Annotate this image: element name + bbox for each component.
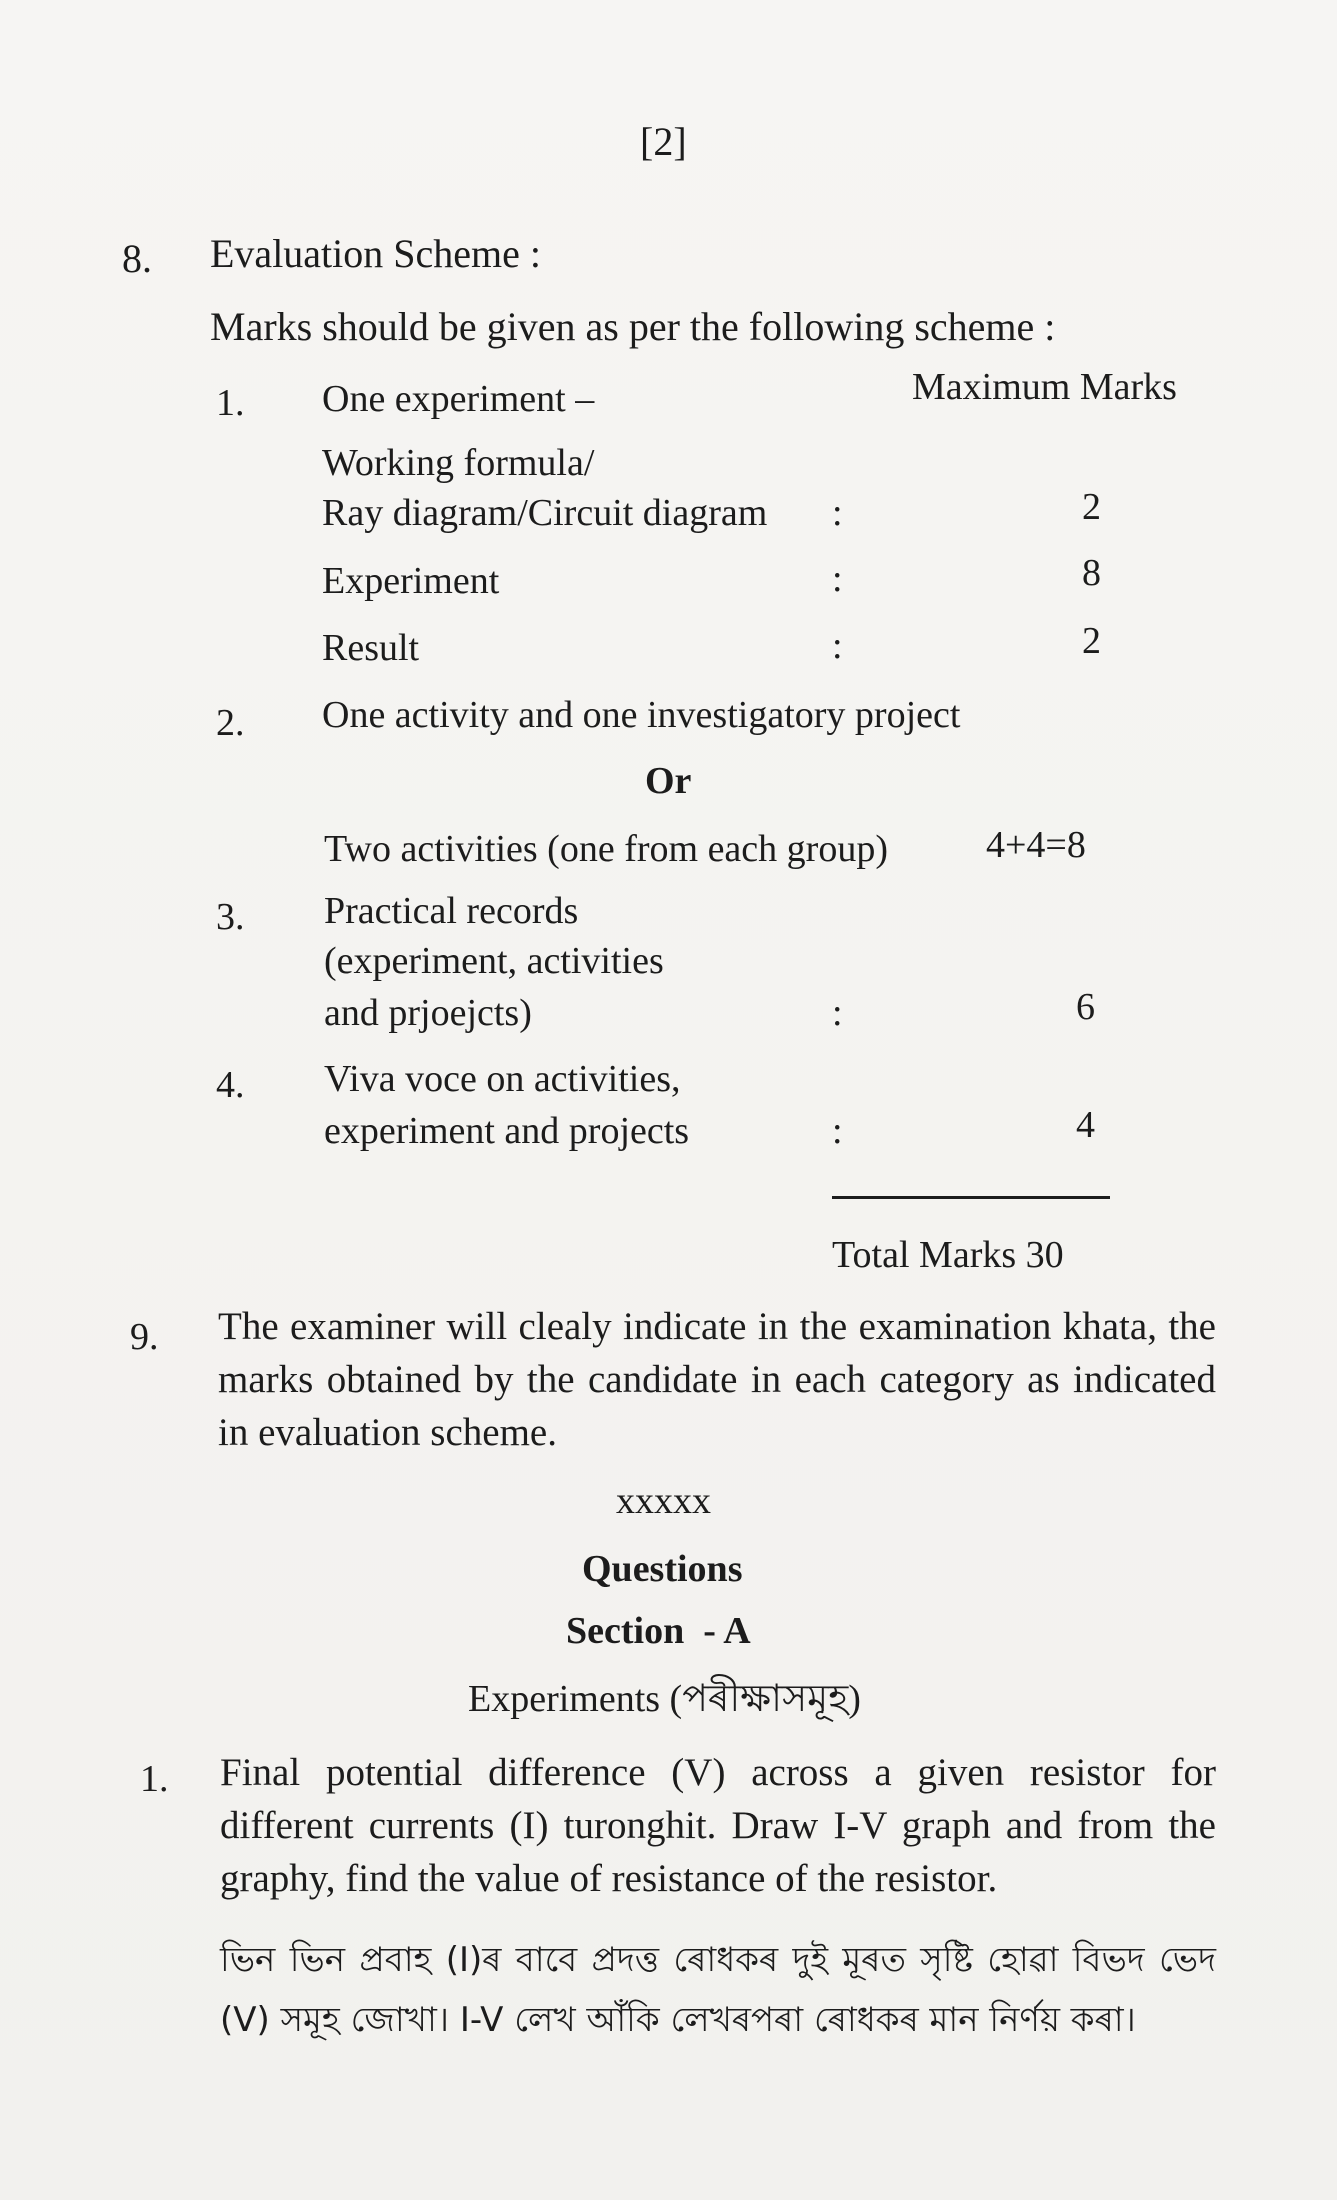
item-2-alt: Two activities (one from each group) xyxy=(324,828,888,870)
working-formula-marks: 2 xyxy=(1082,486,1101,528)
item-3-line3: and prjoejcts) xyxy=(324,992,532,1034)
section-heading: Section - A xyxy=(566,1610,751,1652)
working-formula-line1: Working formula/ xyxy=(322,442,595,484)
section-8-title: Evaluation Scheme : xyxy=(210,231,542,276)
result-colon: : xyxy=(832,625,843,667)
item-3-number: 3. xyxy=(216,896,245,938)
section-9-text: The examiner will clealy indicate in the examination khata, the marks obtained by the candidate in each category as indicated in evaluation scheme. xyxy=(218,1305,1216,1454)
item-3-marks: 6 xyxy=(1076,986,1095,1028)
questions-heading: Questions xyxy=(582,1548,743,1590)
experiment-marks: 8 xyxy=(1082,552,1101,594)
total-marks: Total Marks 30 xyxy=(832,1234,1064,1276)
question-1-assamese: ভিন ভিন প্ৰবাহ (I)ৰ বাবে প্ৰদত্ত ৰোধকৰ দুই মূৰত সৃষ্টি হোৱা বিভদ ভেদ (V) সমূহ জোখা। I-V লেখ আঁকি লেখৰপৰা ৰোধকৰ মান নিৰ্ণয় কৰা। xyxy=(220,1940,1216,2040)
question-1-number: 1. xyxy=(140,1758,169,1800)
item-4-line1: Viva voce on activities, xyxy=(324,1058,681,1100)
experiments-heading: Experiments (পৰীক্ষাসমূহ) xyxy=(468,1678,861,1720)
experiment-colon: : xyxy=(832,558,843,600)
section-9-number: 9. xyxy=(130,1316,159,1358)
item-4-marks: 4 xyxy=(1076,1104,1095,1146)
page-number: [2] xyxy=(640,119,687,164)
item-1-label: One experiment – xyxy=(322,378,595,420)
item-1-number: 1. xyxy=(216,382,245,424)
item-4-number: 4. xyxy=(216,1064,245,1106)
result-marks: 2 xyxy=(1082,620,1101,662)
experiment-label: Experiment xyxy=(322,560,500,602)
item-4-colon: : xyxy=(832,1110,843,1152)
working-formula-colon: : xyxy=(832,492,843,534)
item-4-line2: experiment and projects xyxy=(324,1110,690,1152)
result-label: Result xyxy=(322,627,420,669)
item-3-line2: (experiment, activities xyxy=(324,940,664,982)
total-rule xyxy=(832,1196,1110,1199)
question-1-english: Final potential difference (V) across a given resistor for different currents (I) turonghit. Draw I-V graph and from the graphy, find the value of resistance of the resistor. xyxy=(220,1751,1216,1900)
max-marks-header: Maximum Marks xyxy=(912,366,1177,408)
item-2-marks: 4+4=8 xyxy=(986,824,1086,866)
item-3-colon: : xyxy=(832,992,843,1034)
item-2-or: Or xyxy=(645,760,692,802)
working-formula-line2: Ray diagram/Circuit diagram xyxy=(322,492,768,534)
item-3-line1: Practical records xyxy=(324,890,579,932)
item-2-number: 2. xyxy=(216,702,245,744)
item-2-label: One activity and one investigatory project xyxy=(322,694,961,736)
separator: xxxxx xyxy=(616,1480,711,1522)
section-8-intro: Marks should be given as per the following scheme : xyxy=(210,304,1056,349)
section-8-number: 8. xyxy=(122,236,152,281)
